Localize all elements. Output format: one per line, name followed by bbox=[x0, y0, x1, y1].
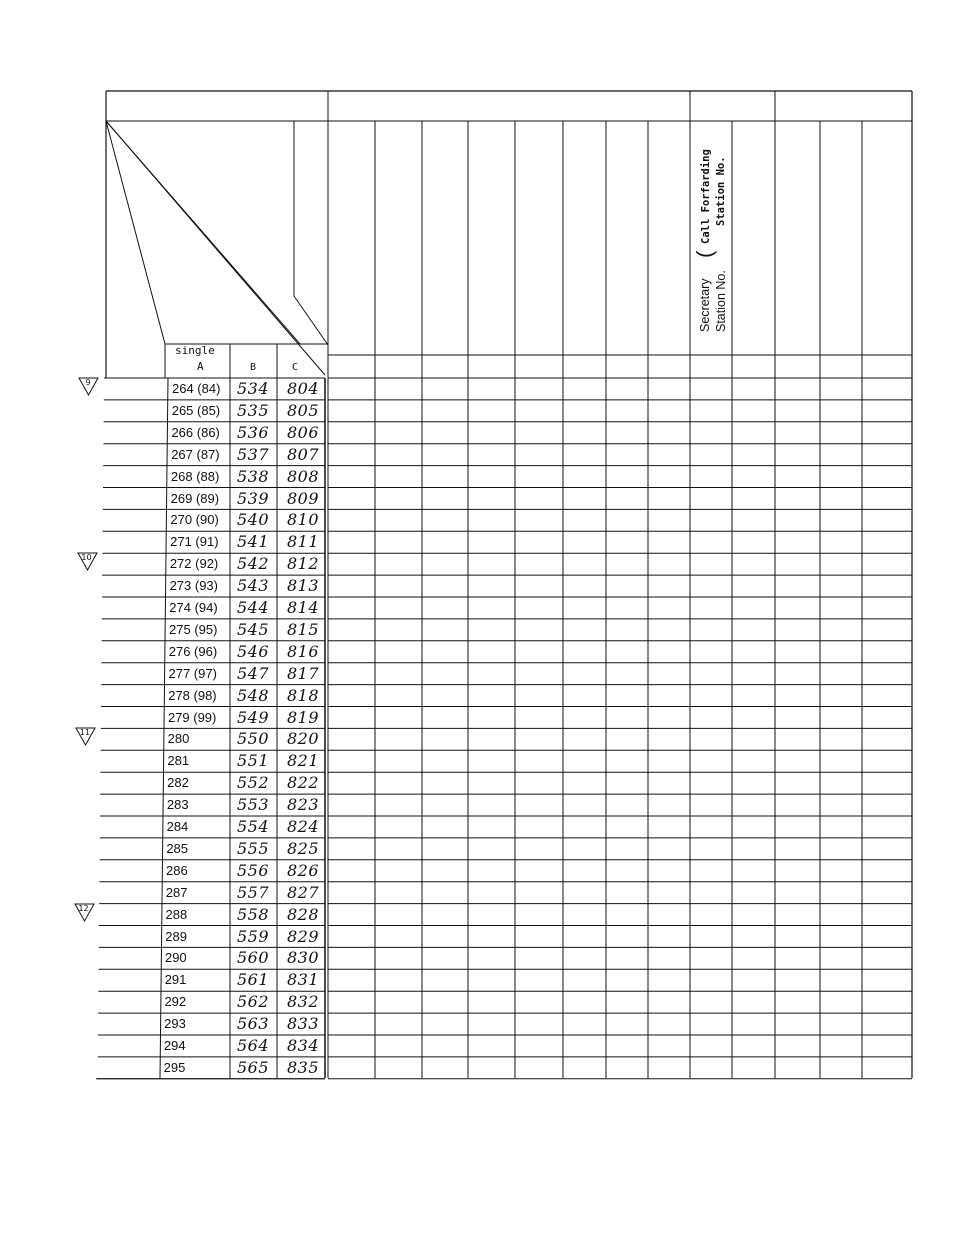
call-forwarding-station-label: Station No. bbox=[715, 156, 727, 226]
row-a-value: 270 (90) bbox=[170, 512, 219, 528]
column-c-header: C bbox=[292, 362, 299, 373]
row-b-value: 552 bbox=[237, 773, 270, 793]
row-b-value: 549 bbox=[237, 707, 270, 727]
row-c-value: 816 bbox=[287, 641, 320, 661]
header-fold bbox=[294, 121, 328, 345]
row-c-value: 804 bbox=[287, 379, 320, 398]
section-marker-label: 12 bbox=[78, 903, 89, 913]
row-b-value: 543 bbox=[237, 576, 270, 596]
section-marker-icon bbox=[75, 727, 97, 747]
row-b-value: 565 bbox=[237, 1057, 270, 1077]
row-b-value: 550 bbox=[237, 729, 270, 749]
row-c-value: 828 bbox=[287, 904, 320, 924]
row-b-value: 561 bbox=[237, 970, 270, 990]
row-a-value: 280 bbox=[167, 731, 190, 747]
row-a-value: 266 (86) bbox=[171, 424, 220, 440]
row-b-value: 542 bbox=[237, 554, 270, 574]
paren-icon: ( bbox=[692, 250, 717, 258]
row-a-value: 288 bbox=[165, 906, 188, 922]
row-a-value: 275 (95) bbox=[169, 621, 218, 637]
row-c-value: 823 bbox=[287, 795, 320, 815]
section-marker-label: 11 bbox=[79, 728, 91, 738]
section-marker-label: 9 bbox=[85, 378, 91, 387]
row-a-value: 289 bbox=[165, 928, 187, 944]
row-a-value: 273 (93) bbox=[169, 578, 218, 594]
row-a-value: 292 bbox=[164, 994, 187, 1010]
row-c-value: 832 bbox=[287, 992, 320, 1012]
row-a-value: 283 bbox=[166, 797, 189, 813]
row-c-value: 814 bbox=[287, 598, 320, 617]
row-c-value: 813 bbox=[287, 576, 320, 596]
row-a-value: 293 bbox=[164, 1016, 186, 1032]
row-b-value: 564 bbox=[237, 1036, 270, 1055]
row-c-value: 830 bbox=[287, 948, 320, 968]
row-b-value: 535 bbox=[237, 400, 270, 420]
row-a-value: 264 (84) bbox=[172, 381, 221, 396]
row-c-value: 824 bbox=[287, 817, 320, 836]
secretary-station-label: Station No. bbox=[714, 270, 728, 332]
row-a-value: 269 (89) bbox=[170, 490, 220, 506]
row-c-value: 806 bbox=[287, 422, 320, 442]
row-c-value: 827 bbox=[287, 882, 320, 902]
row-a-value: 281 bbox=[167, 753, 190, 769]
row-b-value: 555 bbox=[237, 838, 270, 858]
row-b-value: 547 bbox=[237, 663, 270, 683]
header-diagonal bbox=[106, 121, 325, 375]
row-b-value: 539 bbox=[237, 488, 270, 508]
row-b-value: 557 bbox=[237, 882, 270, 902]
section-marker-icon bbox=[78, 377, 100, 397]
row-b-value: 546 bbox=[237, 641, 270, 661]
row-a-value: 267 (87) bbox=[171, 446, 220, 462]
row-a-value: 286 bbox=[166, 862, 188, 878]
call-forwarding-label: Call Forfarding bbox=[700, 149, 712, 244]
row-a-value: 285 bbox=[166, 840, 189, 856]
row-c-value: 810 bbox=[287, 510, 320, 530]
row-b-value: 536 bbox=[237, 422, 270, 442]
column-a-header: A bbox=[197, 360, 204, 373]
row-c-value: 833 bbox=[287, 1014, 320, 1034]
row-a-value: 279 (99) bbox=[167, 709, 217, 725]
row-a-value: 278 (98) bbox=[168, 687, 217, 703]
row-c-value: 825 bbox=[287, 838, 320, 858]
row-b-value: 548 bbox=[237, 685, 270, 705]
row-b-value: 544 bbox=[237, 598, 270, 617]
row-b-value: 540 bbox=[237, 510, 270, 530]
section-marker-icon bbox=[74, 903, 96, 923]
row-a-value: 276 (96) bbox=[168, 643, 218, 659]
row-c-value: 834 bbox=[287, 1036, 320, 1055]
row-a-value: 271 (91) bbox=[170, 534, 219, 550]
row-b-value: 538 bbox=[237, 466, 270, 486]
row-b-value: 551 bbox=[237, 751, 270, 771]
row-b-value: 537 bbox=[237, 444, 270, 464]
section-marker-icon bbox=[77, 552, 99, 572]
row-a-value: 272 (92) bbox=[169, 556, 219, 572]
row-b-value: 562 bbox=[237, 992, 270, 1012]
row-b-value: 559 bbox=[237, 926, 270, 946]
column-b-header: B bbox=[250, 362, 257, 373]
row-b-value: 563 bbox=[237, 1014, 270, 1034]
section-marker-label: 10 bbox=[81, 553, 92, 563]
row-b-value: 545 bbox=[237, 619, 270, 639]
row-c-value: 822 bbox=[287, 773, 320, 793]
row-a-value: 295 bbox=[163, 1059, 186, 1075]
row-c-value: 815 bbox=[287, 619, 320, 639]
row-a-value: 268 (88) bbox=[170, 468, 220, 484]
row-c-value: 829 bbox=[287, 926, 320, 946]
row-a-value: 282 bbox=[167, 775, 189, 791]
row-c-value: 807 bbox=[287, 444, 320, 464]
row-a-value: 287 bbox=[165, 884, 188, 900]
secretary-label: Secretary bbox=[698, 278, 712, 332]
row-a-value: 277 (97) bbox=[168, 665, 217, 681]
row-c-value: 826 bbox=[287, 860, 320, 880]
row-b-value: 541 bbox=[237, 532, 270, 552]
row-b-value: 553 bbox=[237, 795, 270, 815]
row-c-value: 820 bbox=[287, 729, 320, 749]
row-a-value: 284 bbox=[166, 819, 189, 834]
row-a-value: 291 bbox=[164, 972, 187, 988]
row-b-value: 558 bbox=[237, 904, 270, 924]
row-c-value: 811 bbox=[287, 532, 320, 552]
row-c-value: 805 bbox=[287, 400, 320, 420]
row-c-value: 818 bbox=[287, 685, 320, 705]
row-b-value: 554 bbox=[237, 817, 270, 836]
row-a-value: 265 (85) bbox=[171, 402, 221, 418]
row-c-value: 817 bbox=[287, 663, 320, 683]
row-c-value: 821 bbox=[287, 751, 320, 771]
row-a-value: 274 (94) bbox=[169, 600, 218, 615]
row-a-value: 290 bbox=[164, 950, 187, 966]
row-b-value: 534 bbox=[237, 379, 270, 398]
row-c-value: 819 bbox=[287, 707, 320, 727]
row-c-value: 831 bbox=[287, 970, 320, 990]
row-c-value: 809 bbox=[287, 488, 320, 508]
row-c-value: 835 bbox=[287, 1057, 320, 1077]
row-a-value: 294 bbox=[163, 1038, 186, 1053]
row-c-value: 812 bbox=[287, 554, 320, 574]
row-c-value: 808 bbox=[287, 466, 320, 486]
row-b-value: 556 bbox=[237, 860, 270, 880]
single-label: single bbox=[175, 344, 215, 357]
row-b-value: 560 bbox=[237, 948, 270, 968]
